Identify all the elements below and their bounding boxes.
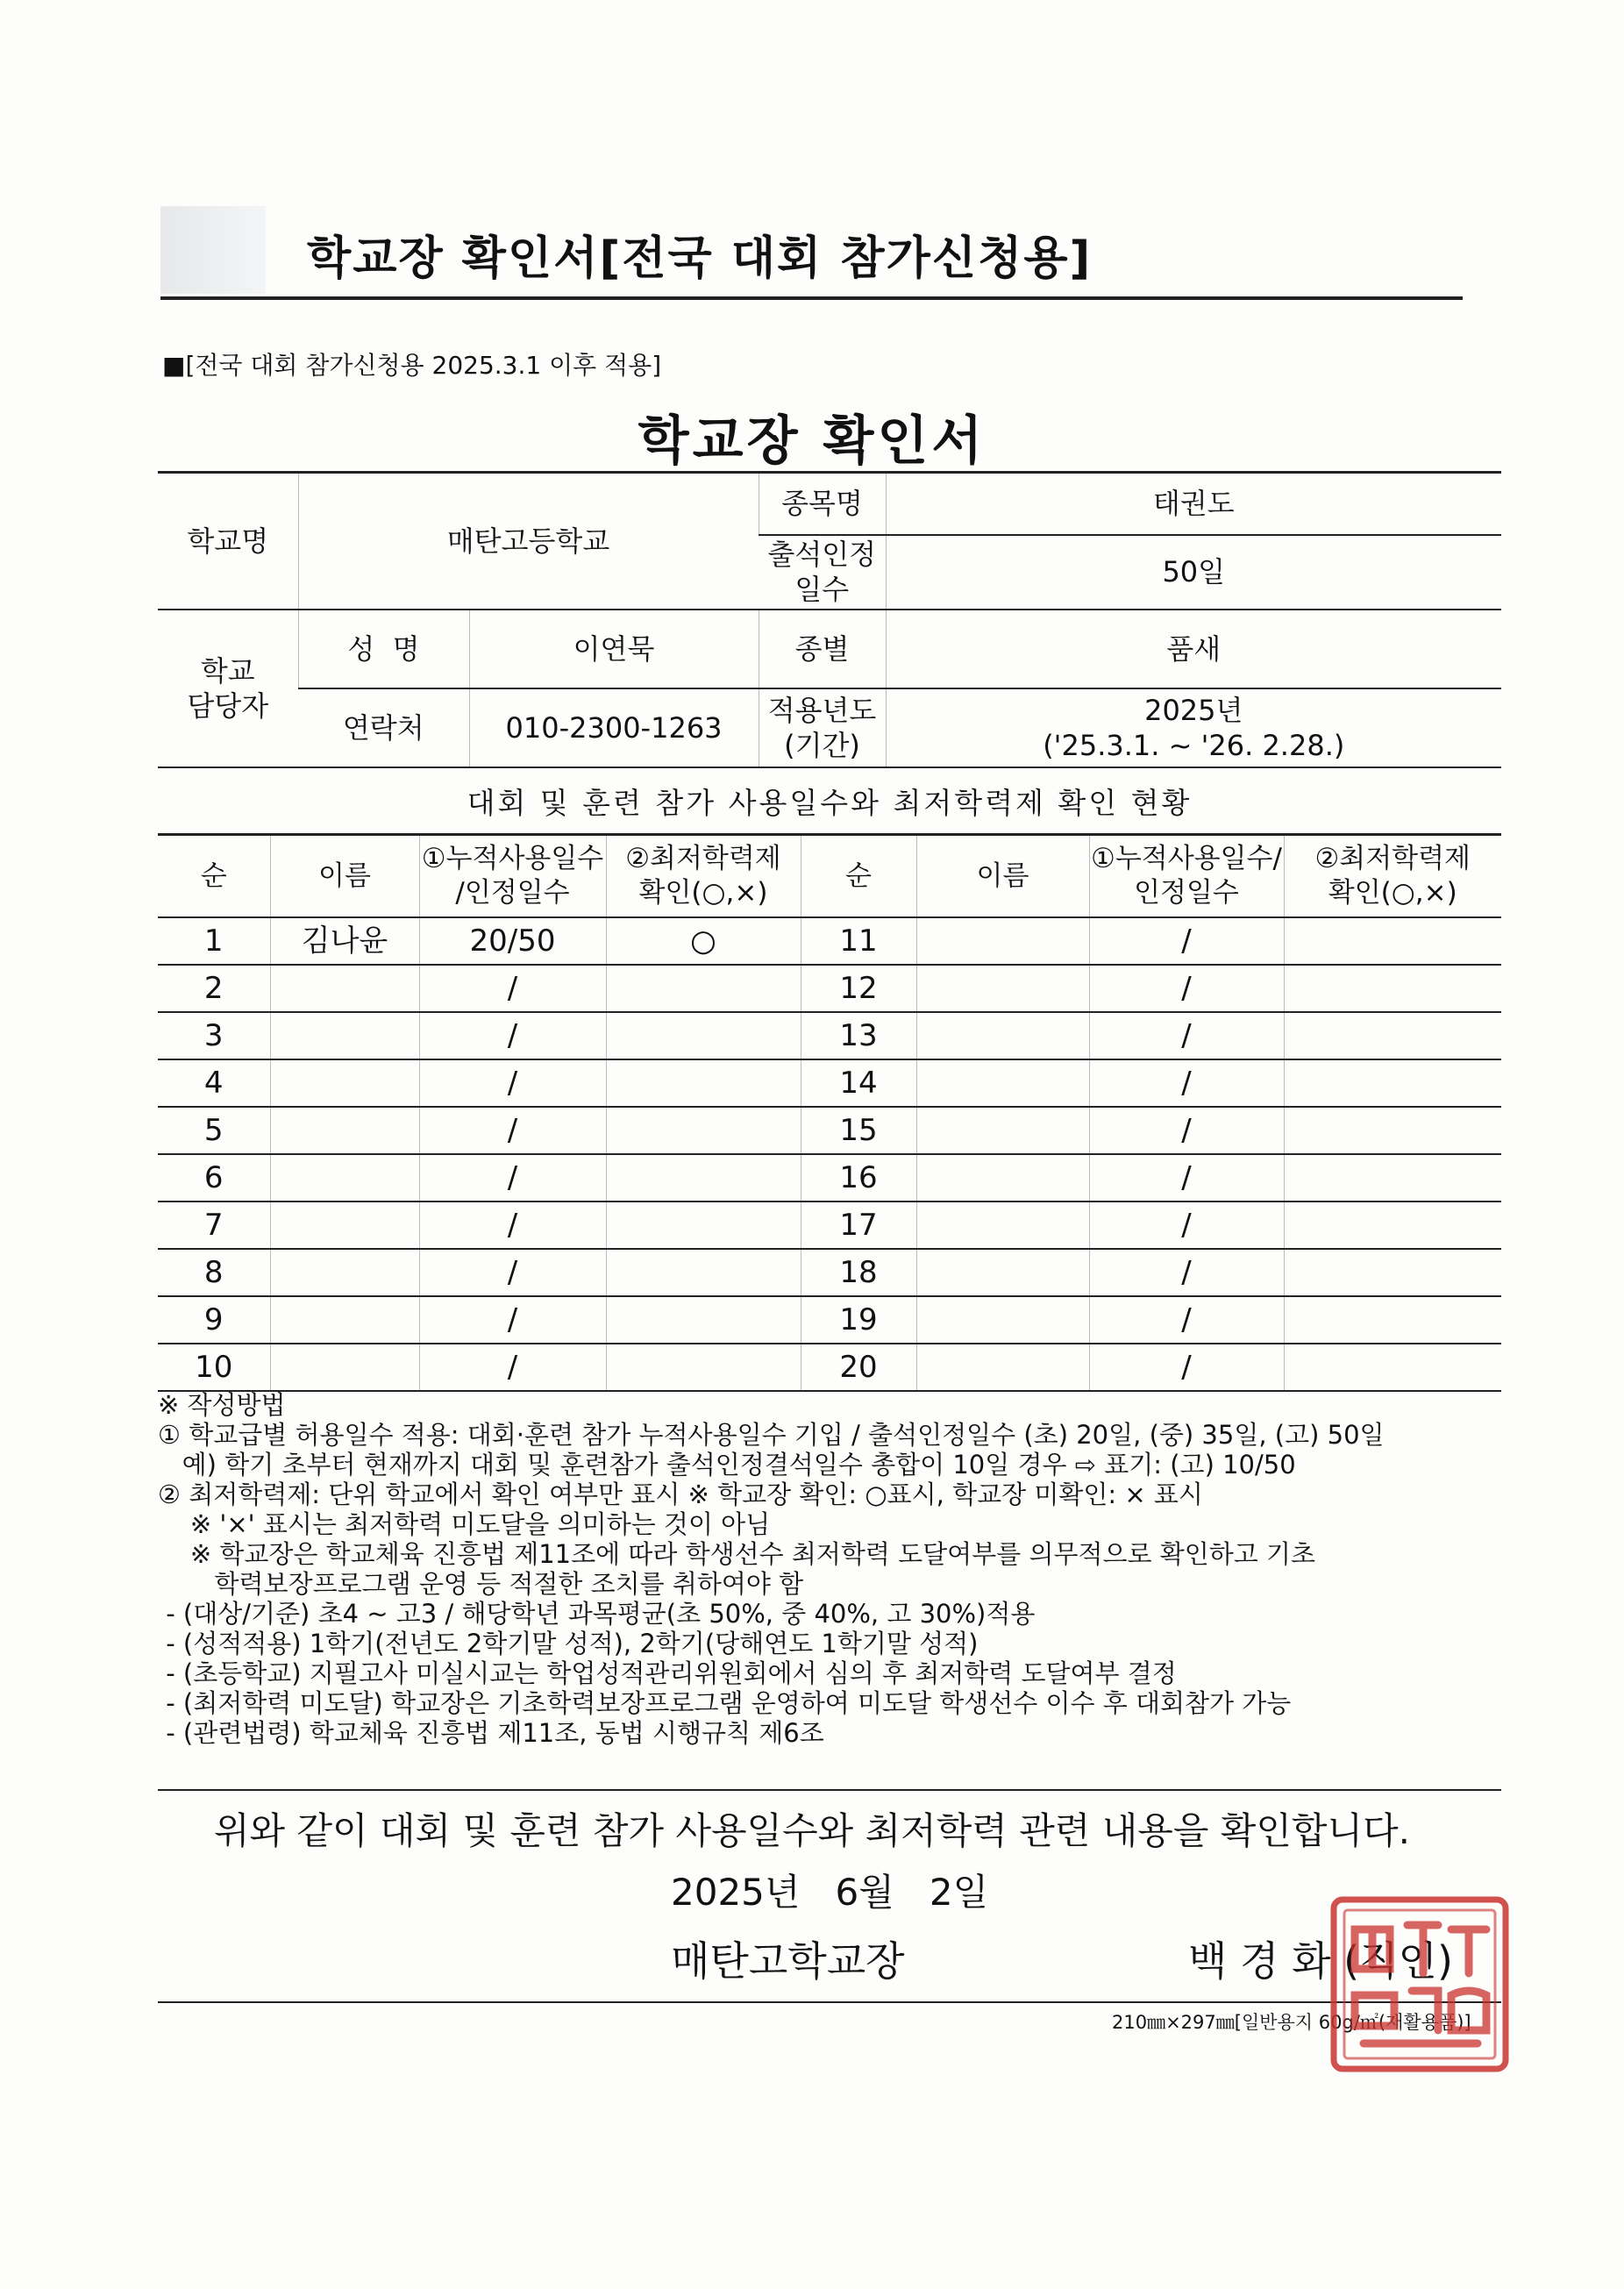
signatory-title: 매탄고학교장 (671, 1937, 905, 1985)
instruction-line: - (최저학력 미도달) 학교장은 기초학력보장프로그램 운영하여 미도달 학생선수 이수 후 대회참가 가능 (158, 1688, 1292, 1718)
cell-chk: ○ (606, 917, 801, 965)
cell-chk (1284, 965, 1501, 1012)
cell-days: / (1089, 1012, 1284, 1059)
col-header: ①누적사용일수/ 인정일수 (1089, 835, 1284, 918)
cell-chk (606, 1249, 801, 1296)
cell-name (270, 1202, 419, 1249)
cell-name (270, 1012, 419, 1059)
header-tab-mark (160, 206, 266, 294)
signatory-name: 백 경 화 (직인) (1188, 1937, 1453, 1985)
confirmation-statement: 위와 같이 대회 및 훈련 참가 사용일수와 최저학력 관련 내용을 확인합니다. (213, 1809, 1411, 1852)
cell-n: 4 (158, 1059, 270, 1107)
col-header: 순 (158, 835, 270, 918)
section-title: 대회 및 훈련 참가 사용일수와 최저학력제 확인 현황 (467, 786, 1193, 820)
header-rule (160, 296, 1463, 300)
table-header-row (158, 835, 1501, 918)
cell-name (270, 1249, 419, 1296)
cell-days: / (419, 1107, 606, 1154)
cell-chk (606, 1344, 801, 1391)
manager-label: 학교 담당자 (158, 610, 298, 767)
cell-days: / (1089, 1202, 1284, 1249)
cell-name (270, 1296, 419, 1344)
cell-days: / (1089, 1154, 1284, 1202)
cell-chk (1284, 1344, 1501, 1391)
cell-days: / (1089, 917, 1284, 965)
cell-n: 5 (158, 1107, 270, 1154)
instruction-line: - (대상/기준) 초4 ~ 고3 / 해당학년 과목평균(초 50%, 중 40%, 고 30%)적용 (158, 1599, 1036, 1629)
category-label: 종별 (759, 610, 886, 688)
cell-n: 13 (801, 1012, 916, 1059)
manager-name-label: 성 명 (298, 610, 469, 688)
cell-days: 20/50 (419, 917, 606, 965)
cell-days: / (419, 965, 606, 1012)
cell-chk (1284, 1012, 1501, 1059)
cell-n: 14 (801, 1059, 916, 1107)
instruction-line: ※ 작성방법 (158, 1390, 286, 1420)
cell-days: / (419, 1059, 606, 1107)
cell-n: 16 (801, 1154, 916, 1202)
instruction-line: ① 학교급별 허용일수 적용: 대회·훈련 참가 누적사용일수 기입 / 출석인정일수 (초) 20일, (중) 35일, (고) 50일 (158, 1420, 1385, 1450)
cell-days: / (1089, 1249, 1284, 1296)
cell-n: 19 (801, 1296, 916, 1344)
attendance-days-label: 출석인정 일수 (759, 535, 886, 610)
category-value: 품새 (886, 610, 1501, 688)
cell-name (916, 1107, 1089, 1154)
cell-name (916, 1202, 1089, 1249)
cell-n: 1 (158, 917, 270, 965)
cell-chk (1284, 1154, 1501, 1202)
cell-days: / (1089, 1107, 1284, 1154)
cell-name: 김나윤 (270, 917, 419, 965)
contact-label: 연락처 (298, 688, 469, 767)
cell-name (916, 1154, 1089, 1202)
table-row (158, 1344, 1501, 1391)
cell-n: 18 (801, 1249, 916, 1296)
cell-chk (606, 1202, 801, 1249)
table-row (158, 1059, 1501, 1107)
cell-name (270, 1107, 419, 1154)
cell-chk (1284, 1107, 1501, 1154)
instruction-line: ※ '×' 표시는 최저학력 미도달을 의미하는 것이 아님 (158, 1509, 771, 1539)
school-name-value: 매탄고등학교 (298, 473, 759, 610)
cell-days: / (419, 1202, 606, 1249)
cell-days: / (1089, 1296, 1284, 1344)
cell-n: 10 (158, 1344, 270, 1391)
col-header: ②최저학력제 확인(○,×) (606, 835, 801, 918)
period-label: 적용년도 (기간) (759, 688, 886, 767)
table-row (158, 917, 1501, 965)
cell-n: 6 (158, 1154, 270, 1202)
cell-days: / (1089, 1344, 1284, 1391)
instruction-line: 예) 학기 초부터 현재까지 대회 및 훈련참가 출석인정결석일수 총합이 10일 경우 ⇨ 표기: (고) 10/50 (158, 1450, 1296, 1480)
divider (158, 1789, 1501, 1791)
cell-days: / (419, 1012, 606, 1059)
cell-n: 15 (801, 1107, 916, 1154)
cell-n: 20 (801, 1344, 916, 1391)
page-title: 학교장 확인서 (637, 410, 987, 472)
table-row (158, 1012, 1501, 1059)
cell-name (916, 1012, 1089, 1059)
participation-table (158, 833, 1501, 1392)
col-header: ①누적사용일수 /인정일수 (419, 835, 606, 918)
cell-chk (606, 1107, 801, 1154)
col-header: ②최저학력제 확인(○,×) (1284, 835, 1501, 918)
cell-chk (1284, 1202, 1501, 1249)
cell-chk (1284, 1059, 1501, 1107)
cell-chk (1284, 1249, 1501, 1296)
cell-name (916, 965, 1089, 1012)
issue-date: 2025년 6월 2일 (671, 1871, 989, 1914)
event-value: 태권도 (886, 473, 1501, 535)
cell-name (270, 1059, 419, 1107)
cell-days: / (419, 1296, 606, 1344)
cell-n: 3 (158, 1012, 270, 1059)
instructions (158, 1390, 1508, 1748)
cell-chk (606, 1059, 801, 1107)
instruction-line: ② 최저학력제: 단위 학교에서 확인 여부만 표시 ※ 학교장 확인: ○표시, 학교장 미확인: × 표시 (158, 1480, 1203, 1509)
cell-name (916, 1296, 1089, 1344)
cell-chk (606, 1012, 801, 1059)
form-header-title: 학교장 확인서[전국 대회 참가신청용] (307, 232, 1093, 285)
cell-name (916, 1344, 1089, 1391)
table-row (158, 1249, 1501, 1296)
table-row (158, 965, 1501, 1012)
col-header: 이름 (916, 835, 1089, 918)
table-row (158, 1107, 1501, 1154)
cell-name (270, 965, 419, 1012)
cell-days: / (419, 1154, 606, 1202)
cell-n: 9 (158, 1296, 270, 1344)
col-header: 순 (801, 835, 916, 918)
cell-chk (606, 1154, 801, 1202)
footer-rule (158, 2001, 1501, 2003)
attendance-days-value: 50일 (886, 535, 1501, 610)
instruction-line: 학력보장프로그램 운영 등 적절한 조치를 취하여야 함 (158, 1569, 804, 1599)
cell-name (916, 1059, 1089, 1107)
cell-chk (1284, 917, 1501, 965)
instruction-line: - (성적적용) 1학기(전년도 2학기말 성적), 2학기(당해연도 1학기말 성적) (158, 1629, 979, 1658)
info-table (158, 471, 1501, 768)
cell-n: 2 (158, 965, 270, 1012)
col-header: 이름 (270, 835, 419, 918)
cell-days: / (1089, 965, 1284, 1012)
cell-n: 8 (158, 1249, 270, 1296)
instruction-line: - (관련법령) 학교체육 진흥법 제11조, 동법 시행규칙 제6조 (158, 1718, 824, 1748)
cell-name (270, 1344, 419, 1391)
cell-days: / (1089, 1059, 1284, 1107)
event-label: 종목명 (759, 473, 886, 535)
table-row (158, 1202, 1501, 1249)
cell-days: / (419, 1249, 606, 1296)
cell-chk (606, 965, 801, 1012)
manager-name-value: 이연묵 (469, 610, 759, 688)
instruction-line: ※ 학교장은 학교체육 진흥법 제11조에 따라 학생선수 최저학력 도달여부를 의무적으로 확인하고 기초 (158, 1539, 1316, 1569)
table-row (158, 1296, 1501, 1344)
cell-n: 12 (801, 965, 916, 1012)
applicability-note: ■[전국 대회 참가신청용 2025.3.1 이후 적용] (162, 351, 662, 380)
cell-name (270, 1154, 419, 1202)
paper-spec: 210㎜×297㎜[일반용지 60g/㎡(재활용품)] (1112, 2012, 1471, 2033)
official-seal-stamp (1328, 1894, 1511, 2074)
school-name-label: 학교명 (158, 473, 298, 610)
cell-chk (1284, 1296, 1501, 1344)
cell-name (916, 1249, 1089, 1296)
instruction-line: - (초등학교) 지필고사 미실시교는 학업성적관리위원회에서 심의 후 최저학력 도달여부 결정 (158, 1658, 1177, 1688)
table-row (158, 1154, 1501, 1202)
cell-n: 17 (801, 1202, 916, 1249)
cell-name (916, 917, 1089, 965)
period-value: 2025년 ('25.3.1. ~ '26. 2.28.) (886, 688, 1501, 767)
cell-n: 7 (158, 1202, 270, 1249)
contact-value: 010-2300-1263 (469, 688, 759, 767)
cell-n: 11 (801, 917, 916, 965)
cell-days: / (419, 1344, 606, 1391)
cell-chk (606, 1296, 801, 1344)
